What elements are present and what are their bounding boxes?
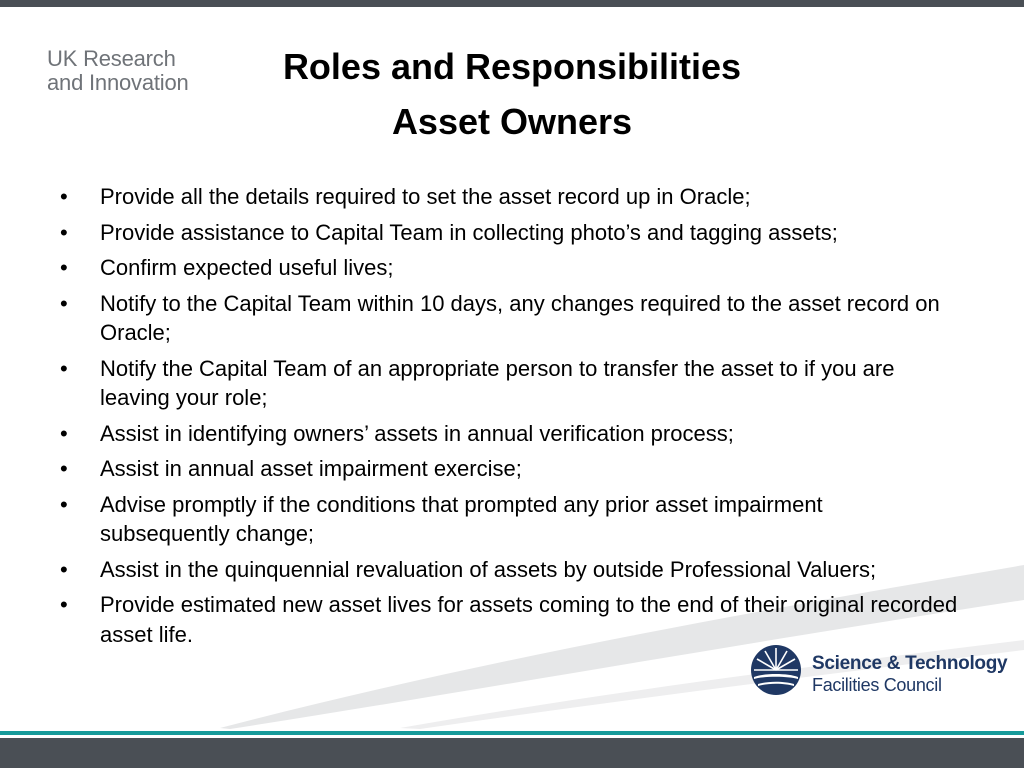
bullet-text: Notify to the Capital Team within 10 days, any changes required to the asset record on Oracle; bbox=[100, 290, 940, 345]
stfc-emblem-icon bbox=[750, 643, 804, 697]
bullet-text: Provide assistance to Capital Team in collecting photo’s and tagging assets; bbox=[100, 219, 838, 245]
stfc-logo bbox=[750, 643, 1010, 699]
stfc-logo-line2: Facilities Council bbox=[812, 675, 942, 695]
bullet-item bbox=[58, 218, 958, 248]
bullet-item bbox=[58, 490, 958, 549]
footer-teal-line bbox=[0, 731, 1024, 735]
bullet-item bbox=[58, 354, 958, 413]
stfc-logo-line1: Science & Technology bbox=[812, 653, 1008, 674]
bullet-icon: • bbox=[60, 456, 68, 481]
bullet-text: Assist in identifying owners’ assets in annual verification process; bbox=[100, 420, 734, 446]
bullet-icon: • bbox=[60, 290, 68, 316]
bullet-item bbox=[58, 454, 958, 484]
bullet-item bbox=[58, 289, 958, 348]
bullet-item bbox=[58, 590, 958, 649]
title-line-2: Asset Owners bbox=[391, 101, 633, 142]
bullet-icon: • bbox=[60, 592, 68, 617]
bullet-text: Advise promptly if the conditions that prompted any prior asset impairment subsequently change; bbox=[100, 491, 823, 546]
bullet-icon: • bbox=[60, 219, 68, 245]
bullet-text: Provide estimated new asset lives for assets coming to the end of their original recorded asset life. bbox=[100, 592, 958, 647]
bullet-item bbox=[58, 182, 958, 212]
bullet-item bbox=[58, 253, 958, 283]
bullet-list bbox=[58, 182, 958, 655]
bullet-text: Provide all the details required to set the asset record up in Oracle; bbox=[100, 184, 751, 209]
bullet-icon: • bbox=[60, 255, 68, 280]
bullet-icon: • bbox=[60, 355, 68, 381]
footer-bar bbox=[0, 738, 1024, 768]
bullet-icon: • bbox=[60, 491, 68, 517]
ukri-logo-line1: UK Research bbox=[47, 46, 176, 71]
bullet-text: Assist in annual asset impairment exercise; bbox=[100, 456, 522, 481]
bullet-text: Confirm expected useful lives; bbox=[100, 255, 394, 280]
bullet-icon: • bbox=[60, 420, 68, 446]
title-line-1: Roles and Responsibilities bbox=[282, 46, 742, 87]
bullet-item bbox=[58, 419, 958, 449]
bullet-text: Notify the Capital Team of an appropriate person to transfer the asset to if you are leaving your role; bbox=[100, 355, 895, 410]
ukri-logo-line2: and Innovation bbox=[47, 70, 189, 95]
bullet-icon: • bbox=[60, 556, 68, 582]
bullet-item bbox=[58, 555, 958, 585]
bullet-icon: • bbox=[60, 184, 68, 209]
bullet-text: Assist in the quinquennial revaluation of assets by outside Professional Valuers; bbox=[100, 556, 877, 582]
